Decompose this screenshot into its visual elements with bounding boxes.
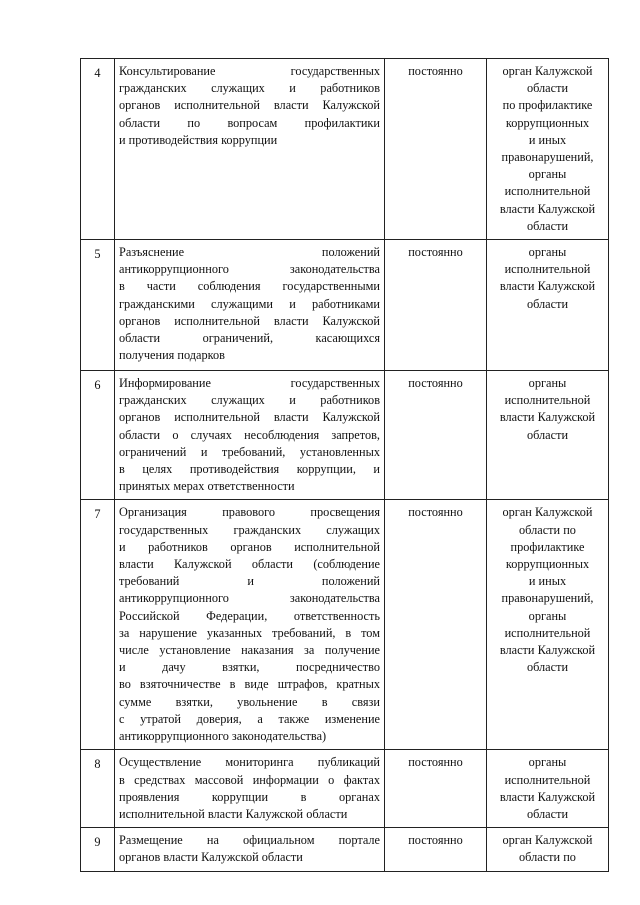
responsible-line: органы: [528, 376, 567, 391]
responsible-cell: [487, 240, 609, 371]
responsible-line: области по: [519, 850, 576, 865]
term-cell: постоянно: [385, 750, 487, 828]
term-cell: постоянно: [385, 828, 487, 872]
activity-line: области о случаях несоблюдения запретов,: [119, 427, 380, 442]
responsible-line: области: [526, 218, 569, 233]
activity-line: гражданских служащих и работников: [119, 81, 380, 96]
activity-line: сумме взятки, увольнение в связи: [119, 694, 380, 709]
activity-line: органов исполнительной власти Калужской: [119, 410, 380, 425]
activity-cell: [115, 828, 385, 872]
activity-cell: [115, 240, 385, 371]
activity-line: за нарушение указанных требований, в том: [119, 625, 380, 640]
responsible-line: и иных: [528, 574, 567, 589]
responsible-line: коррупционных: [505, 115, 590, 130]
row-number: 6: [81, 371, 115, 500]
responsible-cell: [487, 828, 609, 872]
measures-table: [80, 58, 609, 872]
responsible-line: области: [526, 81, 569, 96]
table-row: [81, 750, 609, 828]
table-row: [81, 59, 609, 240]
responsible-line: правонарушений,: [501, 591, 594, 606]
responsible-line: области: [526, 427, 569, 442]
responsible-cell: [487, 59, 609, 240]
activity-line: во взяточничестве в виде штрафов, кратных: [119, 677, 380, 692]
activity-line: и противодействия коррупции: [119, 132, 278, 147]
responsible-cell: [487, 750, 609, 828]
activity-cell: [115, 371, 385, 500]
activity-line: в части соблюдения государственными: [119, 279, 380, 294]
activity-line: государственных гражданских служащих: [119, 522, 380, 537]
responsible-line: власти Калужской: [499, 643, 596, 658]
activity-line: принятых мерах ответственности: [119, 479, 295, 494]
responsible-line: правонарушений,: [501, 150, 594, 165]
activity-line: Размещение на официальном портале: [119, 833, 380, 848]
responsible-line: исполнительной: [504, 772, 591, 787]
activity-line: гражданскими служащими и работниками: [119, 296, 380, 311]
activity-line: Разъяснение положений: [119, 245, 380, 260]
term-cell: постоянно: [385, 371, 487, 500]
responsible-line: исполнительной: [504, 625, 591, 640]
term-cell: постоянно: [385, 59, 487, 240]
activity-cell: [115, 750, 385, 828]
responsible-line: области: [526, 660, 569, 675]
responsible-line: органы: [528, 245, 567, 260]
row-number: 4: [81, 59, 115, 240]
activity-line: антикоррупционного законодательства: [119, 262, 380, 277]
activity-line: Консультирование государственных: [119, 64, 380, 78]
responsible-line: органы: [528, 167, 567, 182]
responsible-line: власти Калужской: [499, 410, 596, 425]
responsible-line: орган Калужской: [502, 64, 593, 78]
responsible-line: профилактике: [510, 539, 585, 554]
responsible-line: органы: [528, 755, 567, 770]
responsible-line: орган Калужской: [502, 833, 593, 848]
activity-line: власти Калужской области (соблюдение: [119, 557, 380, 572]
term-cell: постоянно: [385, 240, 487, 371]
term-cell: постоянно: [385, 500, 487, 750]
activity-line: в целях противодействия коррупции, и: [119, 462, 380, 477]
activity-cell: [115, 500, 385, 750]
responsible-line: области: [526, 296, 569, 311]
activity-line: получения подарков: [119, 348, 225, 363]
activity-line: проявления коррупции в органах: [119, 789, 380, 804]
activity-line: и работников органов исполнительной: [119, 539, 380, 554]
responsible-line: области: [526, 806, 569, 821]
responsible-line: исполнительной: [504, 393, 591, 408]
responsible-line: коррупционных: [505, 557, 590, 572]
activity-cell: [115, 59, 385, 240]
activity-line: числе установление наказания за получение: [119, 643, 380, 658]
activity-line: органов исполнительной власти Калужской: [119, 98, 380, 113]
responsible-line: власти Калужской: [499, 789, 596, 804]
activity-line: антикоррупционного законодательства): [119, 729, 327, 744]
table-row: [81, 500, 609, 750]
responsible-line: по профилактике: [502, 98, 593, 113]
activity-line: Организация правового просвещения: [119, 505, 380, 520]
responsible-line: и иных: [528, 132, 567, 147]
responsible-line: власти Калужской: [499, 279, 596, 294]
activity-line: антикоррупционного законодательства: [119, 591, 380, 606]
responsible-line: исполнительной: [504, 262, 591, 277]
table-row: [81, 371, 609, 500]
activity-line: органов исполнительной власти Калужской: [119, 313, 380, 328]
responsible-line: области по: [519, 522, 576, 537]
activity-line: Осуществление мониторинга публикаций: [119, 755, 380, 770]
activity-line: исполнительной власти Калужской области: [119, 806, 348, 821]
responsible-line: исполнительной: [504, 184, 591, 199]
table-row: [81, 828, 609, 872]
activity-line: области ограничений, касающихся: [119, 331, 380, 346]
responsible-line: власти Калужской: [499, 201, 596, 216]
row-number: 9: [81, 828, 115, 872]
activity-line: с утратой доверия, а также изменение: [119, 711, 380, 726]
table-row: [81, 240, 609, 371]
responsible-cell: [487, 500, 609, 750]
responsible-line: органы: [528, 608, 567, 623]
activity-line: и дачу взятки, посредничество: [119, 660, 380, 675]
activity-line: в средствах массовой информации о фактах: [119, 772, 380, 787]
activity-line: ограничений и требований, установленных: [119, 444, 380, 459]
responsible-cell: [487, 371, 609, 500]
activity-line: гражданских служащих и работников: [119, 393, 380, 408]
row-number: 7: [81, 500, 115, 750]
measures-table-body: [81, 59, 609, 872]
row-number: 8: [81, 750, 115, 828]
responsible-line: орган Калужской: [502, 505, 593, 520]
activity-line: Информирование государственных: [119, 376, 380, 391]
activity-line: области по вопросам профилактики: [119, 115, 380, 130]
activity-line: органов власти Калужской области: [119, 850, 303, 865]
activity-line: Российской Федерации, ответственность: [119, 608, 380, 623]
row-number: 5: [81, 240, 115, 371]
activity-line: требований и положений: [119, 574, 380, 589]
